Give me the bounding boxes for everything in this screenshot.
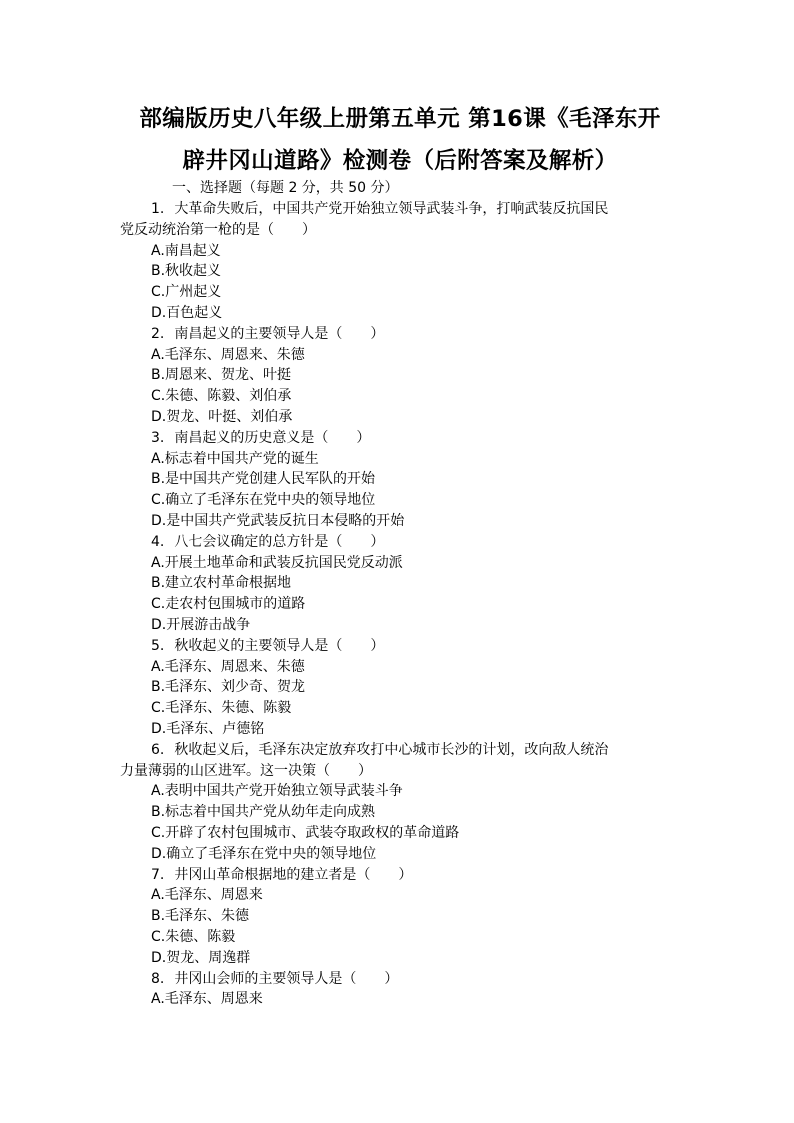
- document-title-line-1: 部编版历史八年级上册第五单元 第16课《毛泽东开: [139, 106, 661, 132]
- question-stem-text: 井冈山革命根据地的建立者是（ ）: [174, 866, 413, 883]
- answer-option: B.建立农村革命根据地: [151, 575, 292, 592]
- answer-option: B.秋收起义: [151, 263, 222, 280]
- question-stem-text: 秋收起义后，毛泽东决定放弃攻打中心城市长沙的计划，改向敌人统治: [174, 741, 609, 758]
- question-stem: [151, 969, 398, 990]
- answer-option: B.毛泽东、刘少奇、贺龙: [151, 679, 306, 696]
- question-stem: [151, 199, 608, 220]
- answer-option: D.百色起义: [151, 305, 223, 321]
- answer-option: C.走农村包围城市的道路: [151, 596, 306, 613]
- answer-option: A.毛泽东、周恩来: [151, 887, 263, 904]
- answer-option: B.是中国共产党创建人民军队的开始: [151, 471, 376, 488]
- answer-option: A.毛泽东、周恩来、朱德: [151, 346, 305, 363]
- answer-option: D.毛泽东、卢德铭: [151, 721, 265, 737]
- answer-option: A.标志着中国共产党的诞生: [151, 450, 319, 467]
- question-stem: [151, 636, 384, 657]
- answer-option: C.朱德、陈毅: [151, 929, 236, 945]
- answer-option: C.毛泽东、朱德、陈毅: [151, 700, 292, 717]
- question-number: 5.: [151, 637, 165, 654]
- question-stem: [151, 740, 608, 761]
- answer-option: A.毛泽东、周恩来、朱德: [151, 658, 305, 675]
- question-stem: [151, 428, 370, 449]
- answer-option: C.朱德、陈毅、刘伯承: [151, 388, 292, 405]
- question-number: 8.: [151, 970, 165, 987]
- question-number: 1.: [151, 201, 165, 217]
- answer-option: C.确立了毛泽东在党中央的领导地位: [151, 492, 376, 509]
- answer-option: D.开展游击战争: [151, 617, 251, 633]
- answer-option: B.标志着中国共产党从幼年走向成熟: [151, 804, 376, 821]
- answer-option: A.表明中国共产党开始独立领导武装斗争: [151, 783, 403, 800]
- question-number: 4.: [151, 533, 165, 550]
- answer-option: B.毛泽东、朱德: [151, 908, 250, 925]
- answer-option: D.是中国共产党武装反抗日本侵略的开始: [151, 513, 405, 529]
- answer-option: D.确立了毛泽东在党中央的领导地位: [151, 845, 377, 862]
- question-stem-continuation: 党反动统治第一枪的是（ ）: [120, 221, 316, 238]
- answer-option: A.毛泽东、周恩来: [151, 991, 263, 1008]
- question-stem: [151, 865, 412, 886]
- question-stem-text: 秋收起义的主要领导人是（ ）: [174, 637, 385, 654]
- question-stem: [151, 324, 384, 345]
- answer-option: D.贺龙、叶挺、刘伯承: [151, 409, 293, 425]
- question-stem-text: 八七会议确定的总方针是（ ）: [174, 533, 385, 550]
- question-stem: [151, 532, 384, 553]
- question-stem-continuation: 力量薄弱的山区进军。这一决策（ ）: [120, 762, 372, 779]
- answer-option: A.南昌起义: [151, 242, 221, 259]
- question-number: 2.: [151, 325, 165, 342]
- question-number: 6.: [151, 741, 165, 758]
- question-stem-text: 南昌起义的主要领导人是（ ）: [174, 325, 385, 342]
- section-heading: 一、选择题（每题 2 分，共 50 分）: [172, 180, 399, 196]
- answer-option: A.开展土地革命和武装反抗国民党反动派: [151, 554, 403, 571]
- answer-option: D.贺龙、周逸群: [151, 949, 251, 966]
- document-title-line-2: 辟井冈山道路》检测卷（后附答案及解析）: [182, 148, 618, 174]
- question-number: 7.: [151, 866, 165, 883]
- question-stem-text: 井冈山会师的主要领导人是（ ）: [174, 970, 399, 987]
- answer-option: C.开辟了农村包围城市、武装夺取政权的革命道路: [151, 825, 460, 841]
- answer-option: B.周恩来、贺龙、叶挺: [151, 367, 292, 384]
- question-stem-text: 南昌起义的历史意义是（ ）: [174, 429, 371, 446]
- answer-option: C.广州起义: [151, 284, 222, 301]
- question-number: 3.: [151, 429, 165, 446]
- question-stem-text: 大革命失败后，中国共产党开始独立领导武装斗争，打响武装反抗国民: [174, 201, 609, 217]
